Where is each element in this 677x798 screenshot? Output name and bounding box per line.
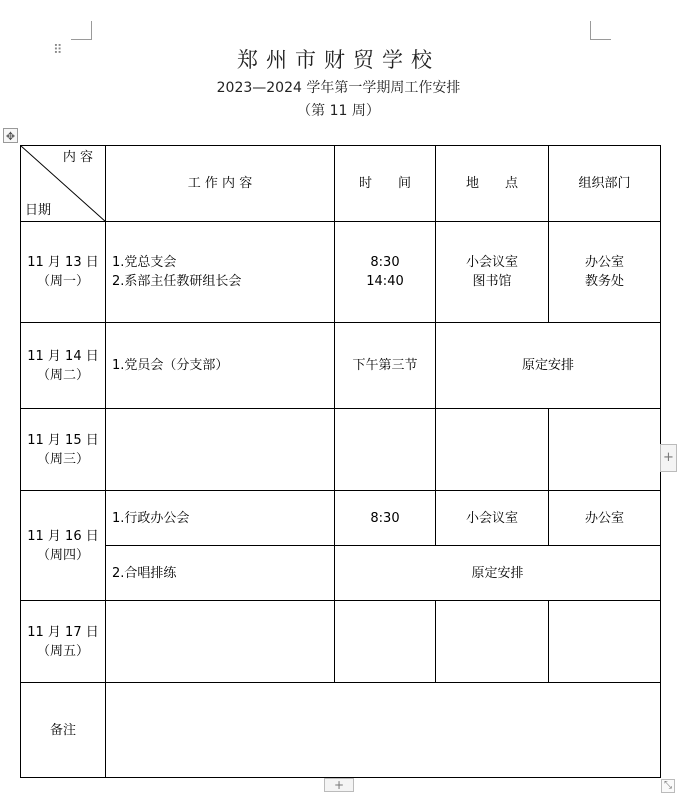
work-cell[interactable]: 2.合唱排练 — [106, 546, 335, 601]
work-cell[interactable] — [106, 409, 335, 491]
time-cell[interactable] — [335, 601, 436, 683]
date-cell: 11 月 16 日 （周四） — [21, 491, 106, 601]
place-cell[interactable] — [436, 601, 549, 683]
table-move-icon[interactable]: ✥ — [3, 128, 18, 143]
dept-cell[interactable]: 办公室 — [549, 491, 661, 546]
date-cell: 11 月 13 日 （周一） — [21, 222, 106, 323]
page-subtitle: 2023—2024 学年第一学期周工作安排 — [216, 80, 461, 96]
work-cell[interactable]: 1.党总支会 2.系部主任教研组长会 — [106, 222, 335, 323]
dept-cell[interactable] — [549, 601, 661, 683]
corner-label-date: 日期 — [25, 203, 52, 218]
work-cell[interactable]: 1.行政办公会 — [106, 491, 335, 546]
time-cell[interactable]: 8:30 — [335, 491, 436, 546]
table-row — [21, 323, 661, 409]
merged-cell[interactable]: 原定安排 — [436, 323, 661, 409]
page-title: 郑州市财贸学校 — [237, 48, 440, 72]
header-dept: 组织部门 — [549, 146, 661, 222]
dept-cell[interactable] — [549, 409, 661, 491]
drag-handle-icon[interactable]: ⠿ — [53, 43, 61, 58]
header-time: 时 间 — [335, 146, 436, 222]
corner-label-content: 内 容 — [62, 150, 93, 165]
remarks-row — [21, 683, 661, 778]
time-cell[interactable]: 下午第三节 — [335, 323, 436, 409]
schedule-table — [20, 145, 661, 778]
table-row — [21, 601, 661, 683]
header-row — [21, 146, 661, 222]
remarks-label: 备注 — [21, 683, 106, 778]
place-cell[interactable]: 小会议室 — [436, 491, 549, 546]
table-row — [21, 546, 661, 601]
table-resize-icon[interactable]: ⤡ — [661, 779, 675, 793]
week-label: （第 11 周） — [297, 103, 380, 119]
work-cell[interactable]: 1.党员会（分支部） — [106, 323, 335, 409]
time-cell[interactable]: 8:30 14:40 — [335, 222, 436, 323]
add-row-plus-icon[interactable]: + — [324, 778, 354, 792]
header-place: 地 点 — [436, 146, 549, 222]
table-row — [21, 409, 661, 491]
date-cell: 11 月 17 日 （周五） — [21, 601, 106, 683]
date-cell: 11 月 14 日 （周二） — [21, 323, 106, 409]
merged-cell[interactable]: 原定安排 — [335, 546, 661, 601]
time-cell[interactable] — [335, 409, 436, 491]
header-work: 工 作 内 容 — [106, 146, 335, 222]
date-cell: 11 月 15 日 （周三） — [21, 409, 106, 491]
place-cell[interactable]: 小会议室 图书馆 — [436, 222, 549, 323]
crop-mark-top-left — [71, 21, 92, 40]
table-row — [21, 491, 661, 546]
crop-mark-top-right — [590, 21, 611, 40]
add-column-plus-icon[interactable]: + — [660, 444, 677, 472]
table-row — [21, 222, 661, 323]
header-corner-cell — [21, 146, 106, 222]
place-cell[interactable] — [436, 409, 549, 491]
dept-cell[interactable]: 办公室 教务处 — [549, 222, 661, 323]
remarks-cell[interactable] — [106, 683, 661, 778]
work-cell[interactable] — [106, 601, 335, 683]
